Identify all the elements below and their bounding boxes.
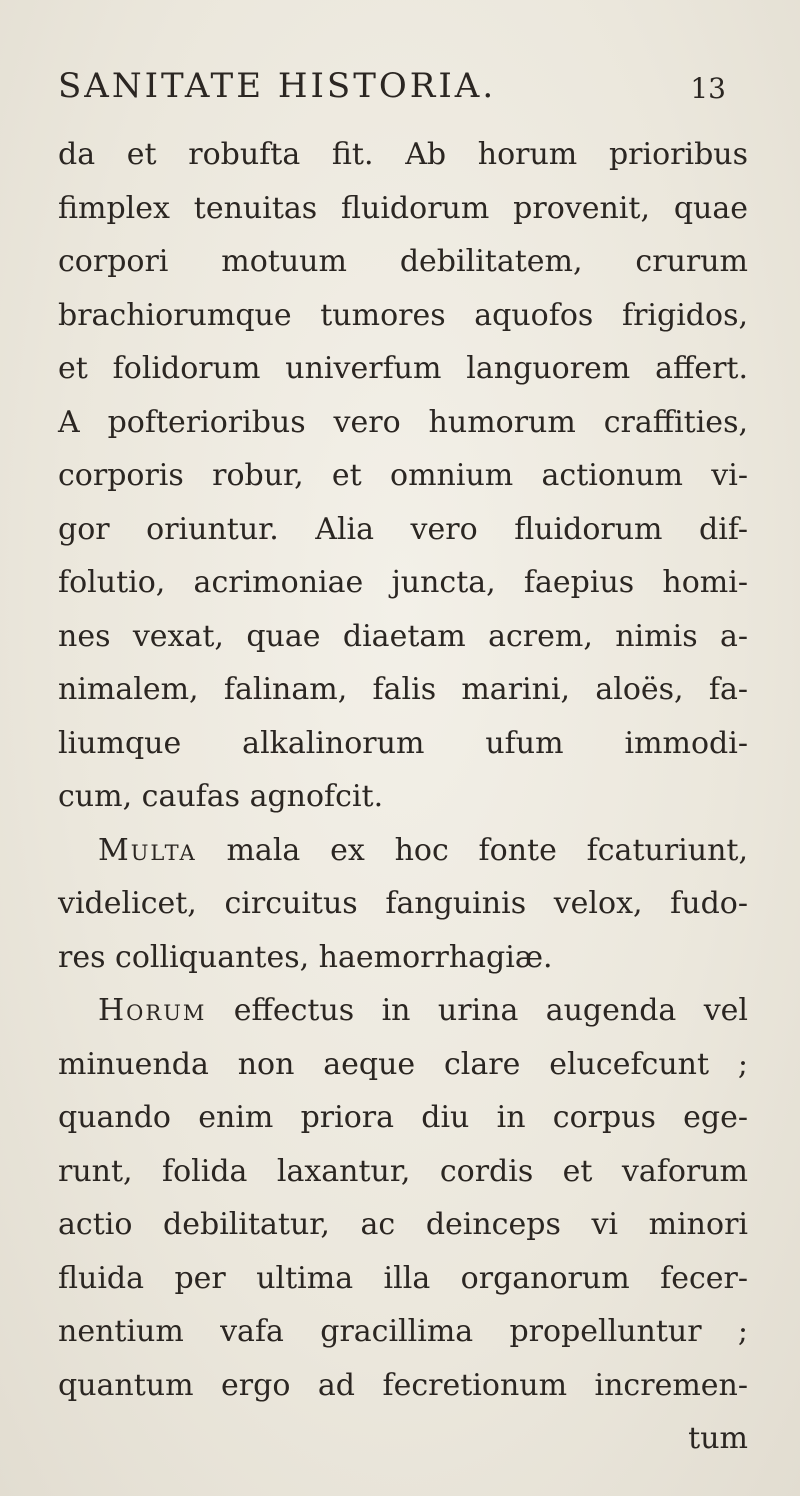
text-line-7: corporis robur, et omnium actionum vi-	[58, 458, 748, 493]
text-line-1: da et robufta fit. Ab horum prioribus	[58, 137, 748, 172]
running-title: SANITATE HISTORIA.	[58, 66, 497, 106]
text-line-3: corpori motuum debilitatem, crurum	[58, 244, 748, 279]
text-line-6: A pofterioribus vero humorum craffities,	[58, 404, 748, 440]
text-line-22: fluida per ultima illa organorum fecer-	[58, 1260, 748, 1296]
text-line-12: liumque alkalinorum ufum immodi-	[58, 725, 748, 761]
text-line-19: quando enim priora diu in corpus ege-	[58, 1100, 748, 1135]
catchword: tum	[688, 1421, 748, 1456]
text-line-18: minuenda non aeque clare elucefcunt ;	[58, 1046, 748, 1082]
text-line-20: runt, folida laxantur, cordis et vaforum	[58, 1153, 748, 1189]
text-line-24: quantum ergo ad fecretionum incremen-	[58, 1367, 748, 1403]
body-text	[58, 128, 748, 1466]
text-line-5: et folidorum univerfum languorem affert.	[58, 351, 748, 386]
text-line-11: nimalem, falinam, falis marini, aloës, fa-	[58, 672, 748, 707]
text-line-13: cum, caufas agnofcit.	[58, 779, 384, 814]
paragraph-lead-word: Horum	[98, 993, 207, 1028]
text-line-16: res colliquantes, haemorrhagiæ.	[58, 939, 553, 975]
text-line-4: brachiorumque tumores aquofos frigidos,	[58, 297, 748, 333]
text-line-17: effectus in urina augenda vel	[206, 993, 748, 1028]
text-line-14: mala ex hoc fonte fcaturiunt,	[196, 832, 748, 868]
paragraph-start-horum	[58, 984, 748, 1038]
paragraph-start-multa	[58, 824, 748, 878]
text-line-21: actio debilitatur, ac deinceps vi minori	[58, 1207, 748, 1242]
text-line-15: videlicet, circuitus fanguinis velox, fudo-	[58, 886, 748, 921]
text-line-9: folutio, acrimoniae juncta, faepius homi-	[58, 565, 748, 600]
paragraph-lead-word: Multa	[98, 832, 197, 868]
text-line-23: nentium vafa gracillima propelluntur ;	[58, 1314, 748, 1349]
text-line-2: fimplex tenuitas fluidorum provenit, quae	[58, 190, 748, 226]
text-line-10: nes vexat, quae diaetam acrem, nimis a-	[58, 618, 748, 654]
running-head	[58, 66, 748, 110]
page-number: 13	[690, 72, 726, 105]
text-line-8: gor oriuntur. Alia vero fluidorum dif-	[58, 511, 748, 547]
